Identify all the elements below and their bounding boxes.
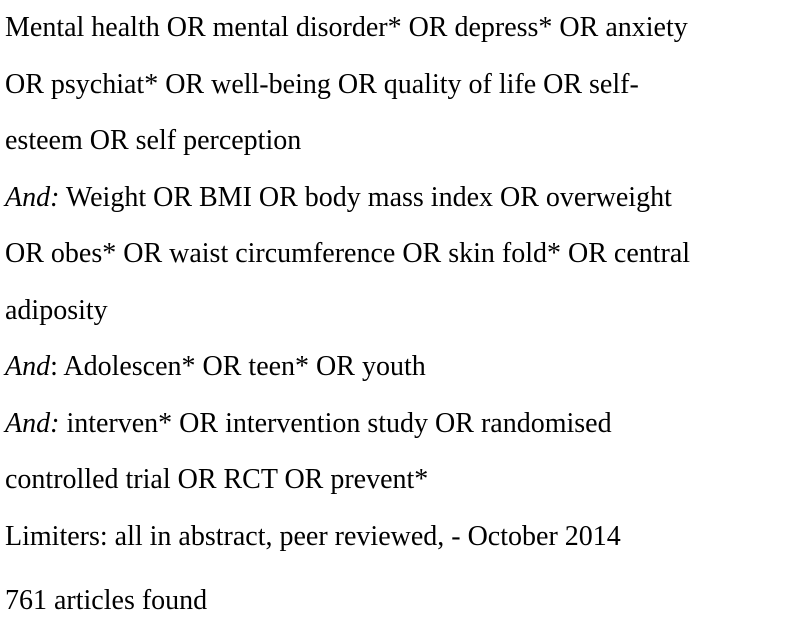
and-connector: And — [5, 351, 51, 382]
weight-line-3: adiposity — [5, 294, 108, 326]
and-connector: And: — [5, 407, 60, 439]
intervention-terms — [5, 396, 800, 509]
weight-terms — [5, 170, 800, 340]
and-connector: And: — [5, 181, 60, 213]
intervention-line-2: controlled trial OR RCT OR prevent* — [5, 464, 429, 495]
weight-line-2: OR obes* OR waist circumference OR skin fold* OR central — [5, 238, 691, 269]
population-line-1-text: : Adolescen* OR teen* OR youth — [50, 351, 426, 382]
mental-health-line-1: Mental health OR mental disorder* OR depress* OR anxiety — [5, 12, 688, 43]
mental-health-terms — [5, 0, 800, 170]
mental-health-line-3: esteem OR self perception — [5, 125, 302, 156]
result-count: 761 articles found — [5, 585, 208, 616]
weight-line-1-text: Weight OR BMI OR body mass index OR overweight — [59, 181, 672, 213]
intervention-line-1 — [5, 396, 800, 453]
population-terms — [5, 339, 800, 396]
search-strategy-document — [5, 0, 800, 565]
population-line-1 — [5, 339, 800, 396]
weight-line-1 — [5, 170, 800, 227]
intervention-line-1-text: interven* OR intervention study OR randomised — [59, 407, 612, 439]
limiters-line: Limiters: all in abstract, peer reviewed, - October 2014 — [5, 520, 621, 552]
mental-health-line-2: OR psychiat* OR well-being OR quality of life OR self- — [5, 68, 639, 100]
